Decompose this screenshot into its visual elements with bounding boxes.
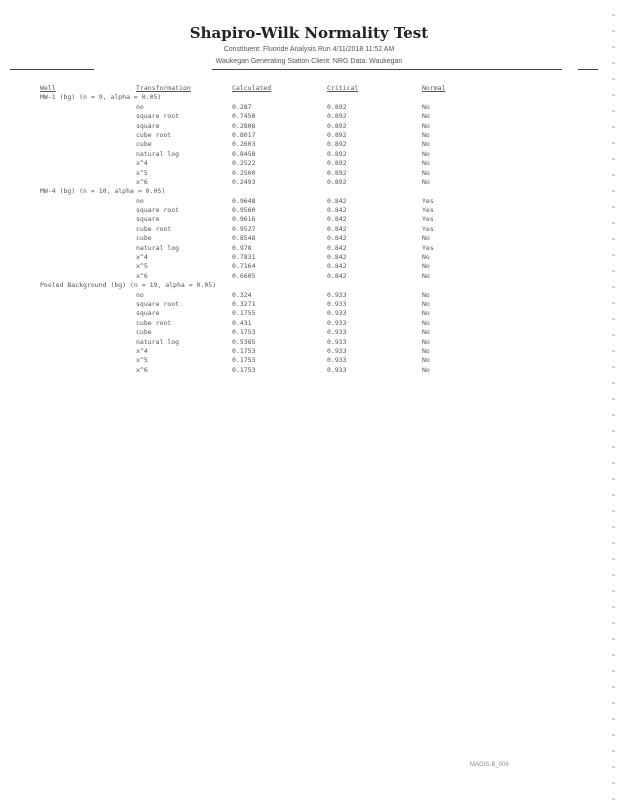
page-footer-id: MAGIS-B_008 [470, 762, 509, 768]
critical-cell: 0.933 [327, 337, 347, 346]
report-title: Shapiro-Wilk Normality Test [189, 24, 429, 42]
critical-cell: 0.842 [327, 234, 347, 243]
table-header-row [40, 84, 480, 93]
critical-cell: 0.892 [327, 177, 347, 186]
table-row [40, 112, 480, 121]
transformation-cell: x^4 [136, 253, 148, 262]
calculated-cell: 0.431 [232, 318, 252, 327]
critical-cell: 0.892 [327, 140, 347, 149]
normal-cell: No [422, 102, 430, 111]
calculated-cell: 0.1753 [232, 356, 256, 365]
normal-cell: No [422, 309, 430, 318]
calculated-cell: 0.8017 [232, 130, 256, 139]
transformation-cell: cube root [136, 130, 172, 139]
normal-cell: No [422, 328, 430, 337]
table-row [40, 215, 480, 224]
normal-cell: No [422, 299, 430, 308]
transformation-cell: x^4 [136, 346, 148, 355]
table-row [40, 197, 480, 206]
transformation-cell: square [136, 215, 160, 224]
table-row [40, 178, 480, 187]
table-row [40, 356, 480, 365]
report-subtitle-constituent: Constituent: Fluoride Analysis Run 4/11/2018 11:52 AM [223, 46, 395, 53]
normal-cell: No [422, 177, 430, 186]
transformation-cell: x^5 [136, 262, 148, 271]
column-header-transformation: Transformation [136, 84, 191, 92]
transformation-cell: natural log [136, 149, 180, 158]
transformation-cell: x^5 [136, 356, 148, 365]
critical-cell: 0.892 [327, 168, 347, 177]
normal-cell: No [422, 262, 430, 271]
table-row [40, 319, 480, 328]
calculated-cell: 0.9560 [232, 206, 256, 215]
critical-cell: 0.933 [327, 328, 347, 337]
column-header-well: Well [40, 84, 56, 92]
transformation-cell: no [136, 196, 144, 205]
header-rule-center [212, 69, 562, 70]
normal-cell: No [422, 140, 430, 149]
table-row [40, 169, 480, 178]
table-row [40, 328, 480, 337]
critical-cell: 0.892 [327, 102, 347, 111]
calculated-cell: 0.8458 [232, 149, 256, 158]
calculated-cell: 0.1753 [232, 365, 256, 374]
transformation-cell: square root [136, 206, 180, 215]
transformation-cell: natural log [136, 337, 180, 346]
normal-cell: No [422, 234, 430, 243]
normal-cell: No [422, 346, 430, 355]
table-body [40, 93, 480, 375]
group-label: MW-4 (bg) (n = 10, alpha = 0.05) [40, 187, 166, 196]
calculated-cell: 0.1755 [232, 309, 256, 318]
calculated-cell: 0.7164 [232, 262, 256, 271]
transformation-cell: cube [136, 234, 152, 243]
calculated-cell: 0.9648 [232, 196, 256, 205]
calculated-cell: 0.2493 [232, 177, 256, 186]
table-row [40, 244, 480, 253]
calculated-cell: 0.2522 [232, 159, 256, 168]
critical-cell: 0.933 [327, 299, 347, 308]
transformation-cell: x^4 [136, 159, 148, 168]
table-row [40, 272, 480, 281]
critical-cell: 0.842 [327, 253, 347, 262]
critical-cell: 0.842 [327, 271, 347, 280]
calculated-cell: 0.324 [232, 290, 252, 299]
normal-cell: Yes [422, 215, 434, 224]
normal-cell: No [422, 337, 430, 346]
critical-cell: 0.933 [327, 356, 347, 365]
transformation-cell: no [136, 290, 144, 299]
transformation-cell: cube [136, 328, 152, 337]
normal-cell: No [422, 121, 430, 130]
group-header [40, 93, 480, 102]
table-row [40, 309, 480, 318]
transformation-cell: natural log [136, 243, 180, 252]
table-row [40, 262, 480, 271]
normal-cell: No [422, 112, 430, 121]
calculated-cell: 0.3271 [232, 299, 256, 308]
scan-edge-marks [612, 0, 615, 800]
critical-cell: 0.892 [327, 149, 347, 158]
critical-cell: 0.842 [327, 196, 347, 205]
calculated-cell: 0.9527 [232, 224, 256, 233]
critical-cell: 0.842 [327, 224, 347, 233]
normal-cell: No [422, 149, 430, 158]
critical-cell: 0.842 [327, 215, 347, 224]
table-row [40, 140, 480, 149]
group-header [40, 187, 480, 196]
table-row [40, 103, 480, 112]
normal-cell: Yes [422, 243, 434, 252]
table-row [40, 347, 480, 356]
normal-cell: No [422, 130, 430, 139]
calculated-cell: 0.2808 [232, 121, 256, 130]
table-row [40, 131, 480, 140]
table-row [40, 159, 480, 168]
critical-cell: 0.892 [327, 159, 347, 168]
critical-cell: 0.842 [327, 262, 347, 271]
normal-cell: Yes [422, 196, 434, 205]
table-row [40, 291, 480, 300]
critical-cell: 0.892 [327, 130, 347, 139]
transformation-cell: cube [136, 140, 152, 149]
calculated-cell: 0.978 [232, 243, 252, 252]
transformation-cell: square [136, 121, 160, 130]
calculated-cell: 0.9616 [232, 215, 256, 224]
normal-cell: No [422, 290, 430, 299]
critical-cell: 0.842 [327, 243, 347, 252]
calculated-cell: 0.7450 [232, 112, 256, 121]
calculated-cell: 0.2603 [232, 140, 256, 149]
column-header-calculated: Calculated [232, 84, 272, 92]
calculated-cell: 0.2500 [232, 168, 256, 177]
normal-cell: No [422, 356, 430, 365]
calculated-cell: 0.287 [232, 102, 252, 111]
critical-cell: 0.892 [327, 112, 347, 121]
table-row [40, 150, 480, 159]
normal-cell: No [422, 159, 430, 168]
normal-cell: No [422, 318, 430, 327]
transformation-cell: cube root [136, 224, 172, 233]
transformation-cell: x^6 [136, 271, 148, 280]
table-row [40, 300, 480, 309]
header-rule-right [578, 69, 598, 70]
normal-cell: No [422, 365, 430, 374]
critical-cell: 0.933 [327, 309, 347, 318]
critical-cell: 0.842 [327, 206, 347, 215]
critical-cell: 0.933 [327, 346, 347, 355]
calculated-cell: 0.6605 [232, 271, 256, 280]
critical-cell: 0.933 [327, 290, 347, 299]
transformation-cell: x^6 [136, 365, 148, 374]
transformation-cell: square [136, 309, 160, 318]
transformation-cell: square root [136, 112, 180, 121]
normal-cell: Yes [422, 224, 434, 233]
table-row [40, 253, 480, 262]
calculated-cell: 0.1753 [232, 346, 256, 355]
transformation-cell: x^5 [136, 168, 148, 177]
table-row [40, 122, 480, 131]
table-row [40, 225, 480, 234]
normality-results-table [40, 84, 480, 375]
table-row [40, 206, 480, 215]
column-header-normal: Normal [422, 84, 446, 92]
normal-cell: No [422, 271, 430, 280]
normal-cell: No [422, 253, 430, 262]
report-subtitle-site: Waukegan Generating Station Client: NRG Data: Waukegan [215, 58, 403, 65]
normal-cell: No [422, 168, 430, 177]
calculated-cell: 0.7831 [232, 253, 256, 262]
group-label: Pooled Background (bg) (n = 19, alpha = 0.05) [40, 281, 217, 290]
column-header-critical: Critical [327, 84, 359, 92]
transformation-cell: square root [136, 299, 180, 308]
calculated-cell: 0.5385 [232, 337, 256, 346]
group-label: MW-1 (bg) (n = 9, alpha = 0.05) [40, 93, 162, 102]
group-header [40, 281, 480, 290]
normal-cell: Yes [422, 206, 434, 215]
critical-cell: 0.892 [327, 121, 347, 130]
table-row [40, 366, 480, 375]
transformation-cell: x^6 [136, 177, 148, 186]
critical-cell: 0.933 [327, 365, 347, 374]
transformation-cell: no [136, 102, 144, 111]
header-rule-left [10, 69, 94, 70]
table-row [40, 338, 480, 347]
calculated-cell: 0.8548 [232, 234, 256, 243]
table-row [40, 234, 480, 243]
calculated-cell: 0.1753 [232, 328, 256, 337]
transformation-cell: cube root [136, 318, 172, 327]
critical-cell: 0.933 [327, 318, 347, 327]
